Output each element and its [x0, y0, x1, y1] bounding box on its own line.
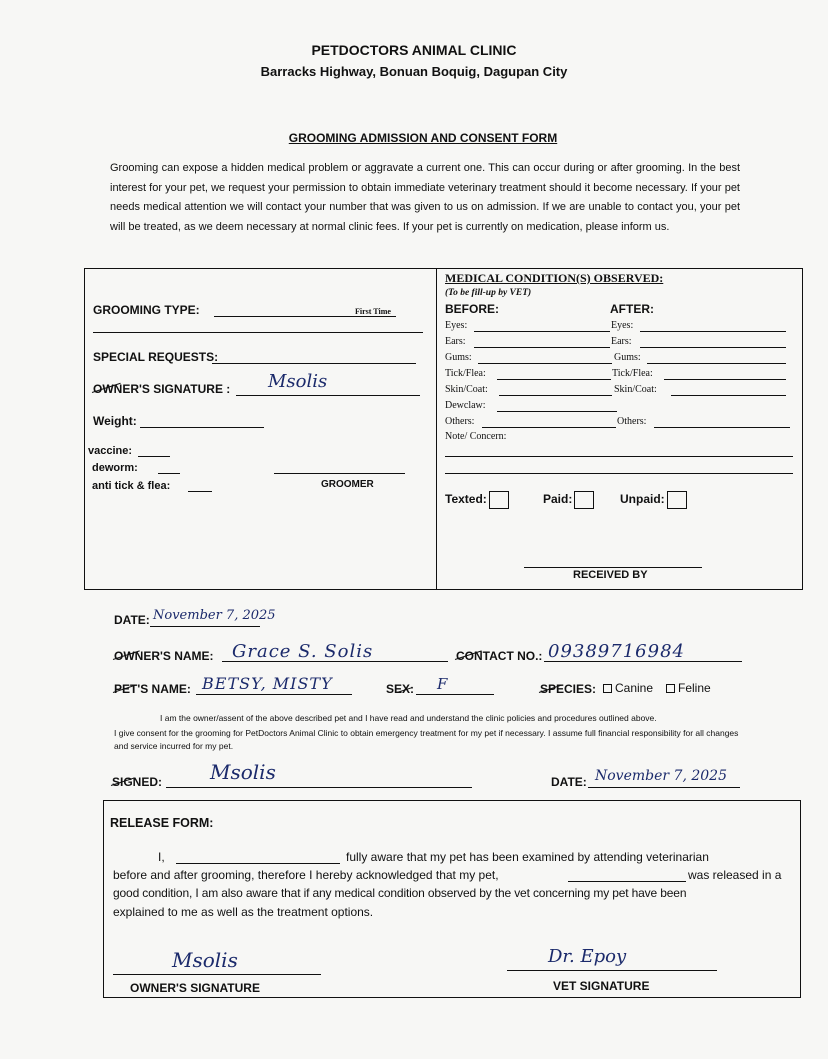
- date-label: DATE:: [114, 613, 150, 627]
- unpaid-item: [620, 491, 687, 509]
- after-eyes-field[interactable]: [640, 331, 786, 332]
- pet-name-field[interactable]: [196, 694, 352, 695]
- before-gums-label: Gums:: [445, 352, 472, 363]
- grooming-type-field[interactable]: [214, 316, 396, 317]
- grooming-type-line-2: [93, 332, 423, 333]
- groomer-label: GROOMER: [321, 479, 374, 490]
- canine-checkbox[interactable]: [603, 684, 612, 693]
- sex-label: SEX:: [386, 682, 415, 696]
- signed-field[interactable]: [166, 787, 472, 788]
- vet-signature-label: VET SIGNATURE: [553, 979, 650, 993]
- after-eyes-label: Eyes:: [611, 320, 634, 331]
- special-requests-field[interactable]: [212, 363, 416, 364]
- texted-item: [445, 491, 509, 509]
- special-requests-label: SPECIAL REQUESTS:: [93, 350, 219, 364]
- vaccine-field[interactable]: [138, 456, 170, 457]
- release-text-4: explained to me as well as the treatment options.: [113, 905, 374, 919]
- release-i-label: I,: [158, 850, 165, 864]
- species-canine-option[interactable]: [603, 681, 653, 695]
- before-dewclaw-label: Dewclaw:: [445, 400, 486, 411]
- after-gums-label: Gums:: [614, 352, 641, 363]
- vaccine-label: vaccine:: [88, 445, 133, 457]
- anti-tick-label: anti tick & flea:: [92, 480, 171, 492]
- species-feline-option[interactable]: [666, 681, 711, 695]
- after-tickflea-label: Tick/Flea:: [612, 368, 653, 379]
- after-skincoat-label: Skin/Coat:: [614, 384, 657, 395]
- before-tickflea-field[interactable]: [497, 379, 611, 380]
- after-ears-label: Ears:: [611, 336, 632, 347]
- release-owner-signature-field[interactable]: [113, 974, 321, 975]
- vet-signature-value: Dr. Epoy: [548, 946, 627, 967]
- medical-subtitle: (To be fill-up by VET): [445, 288, 532, 298]
- release-text-3: good condition, I am also aware that if any medical condition observed by the vet concerning my pet have been: [113, 886, 687, 900]
- clinic-address: Barracks Highway, Bonuan Boquig, Dagupan City: [260, 64, 568, 79]
- weight-label: Weight:: [93, 414, 137, 428]
- note-line-1[interactable]: [445, 456, 793, 457]
- sex-field[interactable]: [416, 694, 494, 695]
- owner-name-label: OWNER'S NAME:: [114, 649, 214, 663]
- release-owner-signature-value: Msolis: [172, 948, 238, 972]
- before-eyes-label: Eyes:: [445, 320, 468, 331]
- before-ears-field[interactable]: [474, 347, 610, 348]
- received-by-field[interactable]: [524, 567, 702, 568]
- column-divider: [436, 268, 437, 590]
- before-tickflea-label: Tick/Flea:: [445, 368, 486, 379]
- grooming-type-label: GROOMING TYPE:: [93, 303, 200, 317]
- after-gums-field[interactable]: [647, 363, 786, 364]
- paid-item: [543, 491, 594, 509]
- intro-paragraph: Grooming can expose a hidden medical problem or aggravate a current one. This can occur during or after grooming. In the best interest for your pet, we request your permission to obtain immediate veterinary treatment should it become necessary. If your pet needs medical attention we will contact your number that was given to us on admission. If we are unable to contact you, your pet will be treated, as we deem necessary at normal clinic fees. If your pet is currently on medication, please inform us.: [110, 162, 740, 233]
- release-text-1: fully aware that my pet has been examined by attending veterinarian: [346, 850, 709, 864]
- pet-name-value: BETSY, MISTY: [202, 674, 333, 693]
- contact-label: CONTACT NO.:: [456, 649, 543, 663]
- pet-name-label: PET'S NAME:: [114, 682, 191, 696]
- release-owner-name-field[interactable]: [176, 863, 340, 864]
- consent-line-2: I give consent for the grooming for PetDoctors Animal Clinic to obtain emergency treatment for my pet if necessary. I assume full financial responsibility for all changes and service incurred for my pet.: [114, 728, 739, 751]
- weight-field[interactable]: [140, 427, 264, 428]
- unpaid-checkbox[interactable]: [667, 491, 687, 509]
- before-others-field[interactable]: [482, 427, 616, 428]
- texted-checkbox[interactable]: [489, 491, 509, 509]
- release-pet-name-field[interactable]: [568, 881, 686, 882]
- note-label: Note/ Concern:: [445, 431, 507, 442]
- canine-label: Canine: [615, 681, 654, 695]
- consent-date-label: DATE:: [551, 775, 587, 789]
- date-field[interactable]: [150, 626, 260, 627]
- form-title: GROOMING ADMISSION AND CONSENT FORM: [288, 131, 558, 145]
- before-label: BEFORE:: [445, 302, 499, 316]
- groomer-signature-field[interactable]: [274, 473, 405, 474]
- paid-checkbox[interactable]: [574, 491, 594, 509]
- before-others-label: Others:: [445, 416, 475, 427]
- before-gums-field[interactable]: [478, 363, 612, 364]
- after-ears-field[interactable]: [640, 347, 786, 348]
- owner-signature-field[interactable]: [236, 395, 420, 396]
- release-text-2a: before and after grooming, therefore I hereby acknowledged that my pet,: [113, 868, 499, 882]
- before-ears-label: Ears:: [445, 336, 466, 347]
- after-others-field[interactable]: [654, 427, 790, 428]
- date-value: November 7, 2025: [153, 608, 276, 623]
- deworm-field[interactable]: [158, 473, 180, 474]
- signed-value: Msolis: [210, 760, 276, 784]
- after-others-label: Others:: [617, 416, 647, 427]
- texted-label: Texted:: [445, 492, 487, 507]
- release-text-2b: was released in a: [688, 868, 782, 882]
- owner-signature-value: Msolis: [268, 371, 328, 392]
- vet-signature-field[interactable]: [507, 970, 717, 971]
- after-tickflea-field[interactable]: [664, 379, 786, 380]
- clinic-name: PETDOCTORS ANIMAL CLINIC: [311, 42, 517, 58]
- before-skincoat-field[interactable]: [499, 395, 612, 396]
- sex-value: F: [437, 675, 448, 693]
- before-dewclaw-field[interactable]: [497, 411, 617, 412]
- unpaid-label: Unpaid:: [620, 492, 665, 507]
- paid-label: Paid:: [543, 492, 573, 507]
- after-skincoat-field[interactable]: [671, 395, 786, 396]
- note-line-2[interactable]: [445, 473, 793, 474]
- first-time-label: First Time: [355, 307, 391, 316]
- release-owner-signature-label: OWNER'S SIGNATURE: [130, 981, 260, 995]
- received-by-label: RECEIVED BY: [573, 569, 648, 581]
- medical-title: MEDICAL CONDITION(S) OBSERVED:: [445, 271, 664, 285]
- after-label: AFTER:: [610, 302, 654, 316]
- species-label: SPECIES:: [540, 682, 597, 696]
- contact-value: 09389716984: [548, 641, 685, 662]
- deworm-label: deworm:: [92, 462, 138, 474]
- consent-line-1: I am the owner/assent of the above described pet and I have read and understand the clinic policies and procedures outlined above.: [160, 713, 657, 723]
- feline-label: Feline: [678, 681, 711, 695]
- consent-date-value: November 7, 2025: [595, 768, 727, 784]
- consent-date-field[interactable]: [588, 787, 740, 788]
- before-skincoat-label: Skin/Coat:: [445, 384, 488, 395]
- anti-tick-field[interactable]: [188, 491, 212, 492]
- signed-label: SIGNED:: [112, 775, 163, 789]
- release-title: RELEASE FORM:: [110, 816, 214, 830]
- before-eyes-field[interactable]: [474, 331, 610, 332]
- feline-checkbox[interactable]: [666, 684, 675, 693]
- owner-signature-label: OWNER'S SIGNATURE :: [93, 382, 231, 396]
- owner-name-value: Grace S. Solis: [232, 641, 374, 662]
